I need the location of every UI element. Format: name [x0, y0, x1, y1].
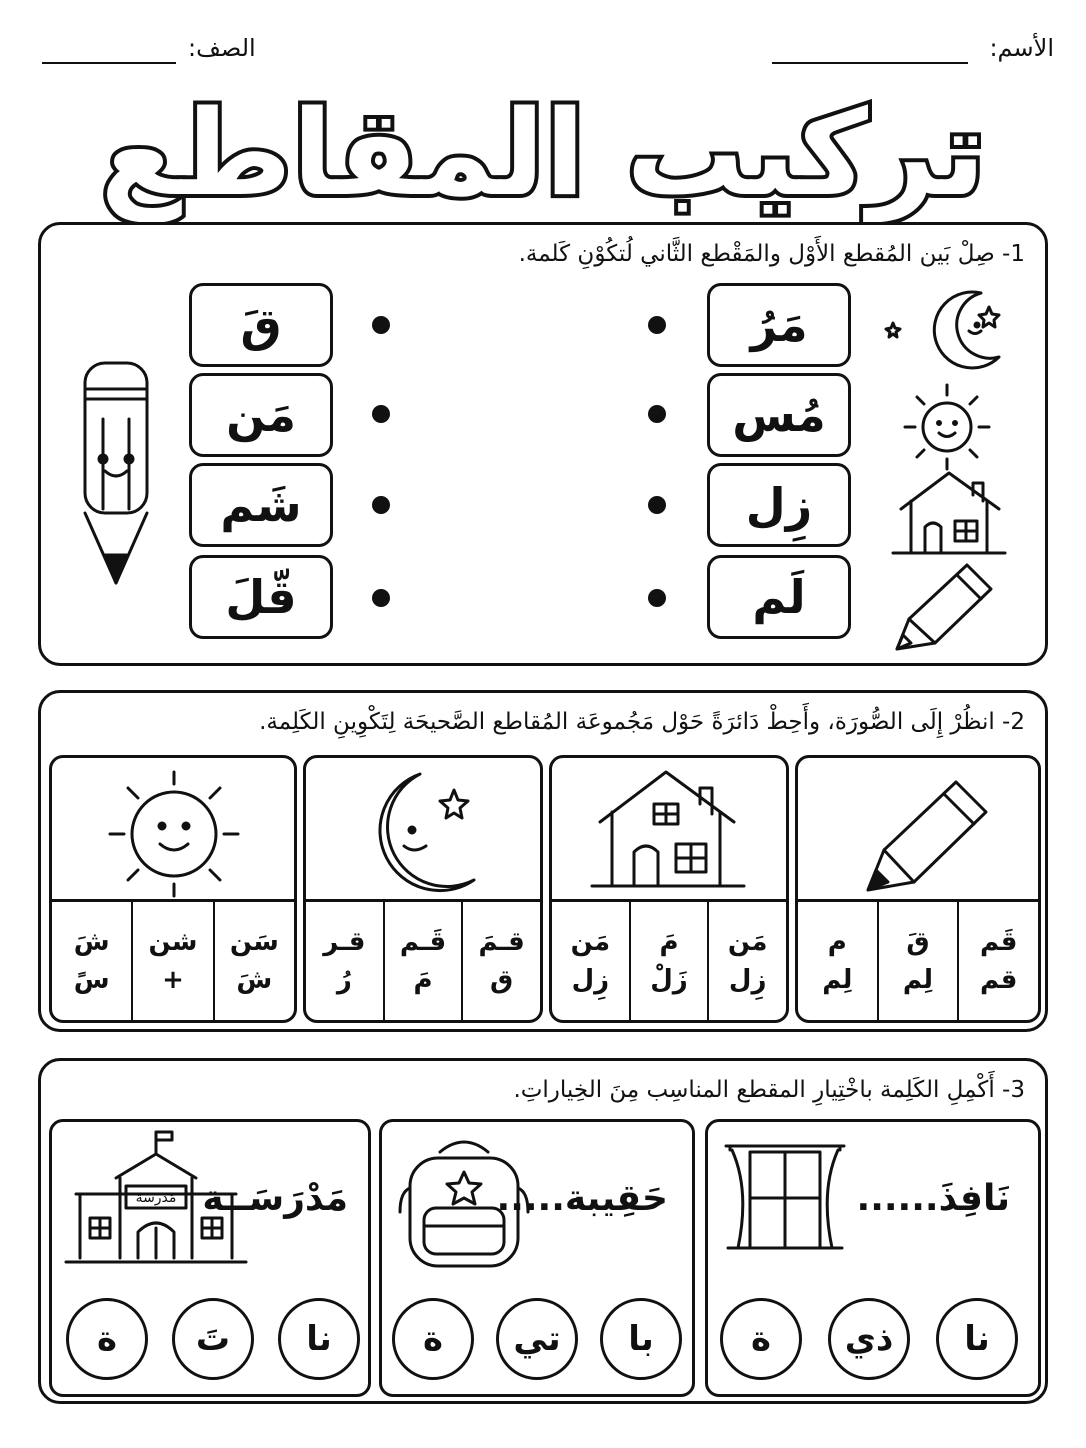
sun-icon — [899, 381, 999, 471]
word-card-backpack — [379, 1119, 695, 1397]
word-card-window — [705, 1119, 1041, 1397]
option-group[interactable]: مَن زِل — [707, 902, 786, 1020]
word-card-school — [49, 1119, 371, 1397]
option-group[interactable]: قَ لِم — [877, 902, 958, 1020]
picture-card-house — [549, 755, 789, 1023]
right-dot-3[interactable] — [648, 496, 666, 514]
option-group[interactable]: قَـم مَ — [383, 902, 462, 1020]
picture-card-pencil — [795, 755, 1041, 1023]
window-icon — [722, 1142, 848, 1258]
moon-icon — [356, 768, 496, 898]
picture-card-sun — [49, 755, 297, 1023]
left-dot-3[interactable] — [372, 496, 390, 514]
exercise-2 — [38, 690, 1048, 1032]
word-backpack: حَقِيبة..... — [496, 1178, 668, 1219]
word-window: نَافِذَ...... — [856, 1178, 1010, 1219]
sun-icon — [106, 770, 246, 900]
exercise-3-instruction: 3- أَكْمِلِ الكَلِمة باخْتِيارِ المقطع المناسِب مِنَ الخِياراتِ. — [513, 1077, 1025, 1103]
pencil-icon — [891, 561, 1001, 655]
option-group[interactable]: مَ زَلْ — [629, 902, 708, 1020]
picture-card-moon — [303, 755, 543, 1023]
pencil-mascot-icon — [81, 359, 151, 589]
choice-circle[interactable]: تي — [496, 1298, 578, 1380]
option-group[interactable]: سَن شَ — [213, 902, 294, 1020]
left-dot-1[interactable] — [372, 316, 390, 334]
option-group[interactable]: شن + — [131, 902, 212, 1020]
house-icon — [588, 768, 748, 898]
right-dot-1[interactable] — [648, 316, 666, 334]
right-dot-4[interactable] — [648, 589, 666, 607]
word-school: مَدْرَسَــة — [202, 1178, 348, 1219]
option-group[interactable]: شَ سً — [73, 927, 110, 995]
option-group[interactable]: قـمَ ق — [461, 902, 540, 1020]
exercise-3 — [38, 1058, 1048, 1404]
moon-stars-icon — [881, 285, 1011, 375]
right-dot-2[interactable] — [648, 405, 666, 423]
exercise-1-instruction: 1- صِلْ بَين المُقطع الأَوْل والمَقْطع الثَّاني لُتكُوْنِ كَلمة. — [518, 241, 1025, 267]
choice-circle[interactable]: ة — [66, 1298, 148, 1380]
right-syllable-2[interactable]: مُس — [707, 373, 851, 457]
pencil-icon — [862, 778, 992, 896]
choice-circle[interactable]: ة — [720, 1298, 802, 1380]
right-syllable-1[interactable]: مَرُ — [707, 283, 851, 367]
left-dot-4[interactable] — [372, 589, 390, 607]
left-dot-2[interactable] — [372, 405, 390, 423]
school-sign-text: مَدرسة — [135, 1190, 177, 1206]
exercise-2-instruction: 2- انظُرْ إِلَى الصُّورَة، وأَحِطْ دَائرَةً حَوْل مَجُموعَة المُقاطع الصَّحيحَة لِتَكْوِينِ الكَلِمة. — [259, 709, 1025, 735]
class-field-line[interactable] — [42, 62, 176, 64]
choice-circle[interactable]: با — [600, 1298, 682, 1380]
option-group[interactable]: قـر رُ — [323, 927, 366, 995]
class-label: الصف: — [188, 34, 256, 62]
exercise-1 — [38, 222, 1048, 666]
choice-circle[interactable]: نا — [936, 1298, 1018, 1380]
page-title: تركيب المقاطع — [100, 84, 986, 222]
left-syllable-4[interactable]: قّلَ — [189, 555, 333, 639]
right-syllable-4[interactable]: لَم — [707, 555, 851, 639]
option-group[interactable]: م لِم — [822, 927, 853, 995]
name-field-line[interactable] — [772, 62, 968, 64]
option-group[interactable]: قَم قم — [957, 902, 1038, 1020]
choice-circle[interactable]: تَ — [172, 1298, 254, 1380]
option-group[interactable]: مَن زِل — [570, 927, 611, 995]
left-syllable-2[interactable]: مَن — [189, 373, 333, 457]
choice-circle[interactable]: نا — [278, 1298, 360, 1380]
choice-circle[interactable]: ة — [392, 1298, 474, 1380]
left-syllable-1[interactable]: قَ — [189, 283, 333, 367]
right-syllable-3[interactable]: زِل — [707, 463, 851, 547]
backpack-icon — [394, 1136, 534, 1272]
left-syllable-3[interactable]: شَم — [189, 463, 333, 547]
name-label: الأسم: — [989, 34, 1054, 62]
choice-circle[interactable]: ذي — [828, 1298, 910, 1380]
house-icon — [891, 469, 1011, 559]
